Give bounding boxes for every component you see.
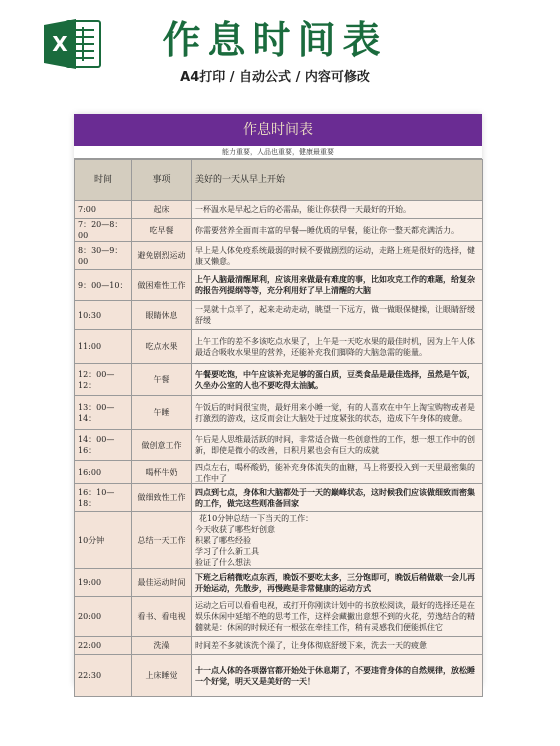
- description-text: 运动之后可以看看电视，或打开你刚读计划中的书放松阅读，最好的选择还是在娱乐休闲中延缩不绝的思考工作，这样会藏撇出意想不到的火花，劳逸结合的精髓就是：休闲的时候还有一根弦在牵挂工作，稍有灵感我们便能抓住它: [195, 601, 475, 632]
- description-text: 时间差不多就该洗个澡了，让身体彻底舒缓下来，洗去一天的疲惫: [195, 641, 427, 650]
- spreadsheet-sheet: [74, 114, 482, 686]
- description-text: 一晃就十点半了，起来走动走动，眺望一下远方，做一做眼保健操，让眼睛舒缓舒缓: [195, 305, 475, 325]
- cell-description[interactable]: [192, 512, 483, 569]
- excel-icon: [42, 17, 102, 71]
- cell-description[interactable]: [192, 597, 483, 637]
- cell-time[interactable]: 13：00—14：: [75, 396, 132, 430]
- cell-activity[interactable]: 起床: [132, 201, 192, 219]
- cell-description[interactable]: [192, 461, 483, 484]
- description-text: 一杯温水是早起之后的必需品，能让你获得一天最好的开始。: [195, 205, 411, 214]
- table-row[interactable]: [75, 396, 483, 430]
- cell-activity[interactable]: 总结一天工作: [132, 512, 192, 569]
- column-header-description: 美好的一天从早上开始: [192, 160, 483, 201]
- cell-description[interactable]: [192, 301, 483, 330]
- cell-description[interactable]: [192, 330, 483, 364]
- page-subtitle: A4打印 / 自动公式 / 内容可修改: [180, 70, 370, 85]
- cell-time[interactable]: 20:00: [75, 597, 132, 637]
- description-text: 四点到七点，身体和大脑都处于一天的巅峰状态，这时候我们应该做细致而密集的工作，做完这些则准备回家: [195, 486, 475, 508]
- cell-time[interactable]: 16:00: [75, 461, 132, 484]
- cell-time[interactable]: 8：30—9：00: [75, 242, 132, 270]
- description-text: 下班之后稍微吃点东西，晚饭不要吃太多，三分饱即可，晚饭后稍做歇一会儿再开始运动，先散步，再慢跑是非常健康的运动方式: [195, 571, 475, 593]
- table-row[interactable]: [75, 301, 483, 330]
- table-row[interactable]: [75, 201, 483, 219]
- schedule-table: [74, 159, 483, 697]
- table-row[interactable]: [75, 512, 483, 569]
- cell-time[interactable]: 7：20—8：00: [75, 219, 132, 242]
- cell-activity[interactable]: 吃早餐: [132, 219, 192, 242]
- description-text: 十一点人体的各项器官都开始处于休息期了，不要违背身体的自然规律，放松睡一个好觉，明天又是美好的一天！: [195, 664, 475, 686]
- cell-activity[interactable]: 吃点水果: [132, 330, 192, 364]
- description-line: 花10分钟总结一下当天的工作：: [199, 514, 314, 523]
- table-row[interactable]: [75, 569, 483, 597]
- sheet-motto: 能力重要，人品也重要，健康最重要: [74, 146, 482, 159]
- cell-activity[interactable]: 做创意工作: [132, 430, 192, 461]
- description-text: 午后是人思维最活跃的时间，非常适合做一些创意性的工作，想一想工作中的创新，即使是微小的改善，日积月累也会有巨大的成就: [195, 435, 475, 455]
- cell-description[interactable]: [192, 484, 483, 512]
- cell-time[interactable]: 22:30: [75, 655, 132, 697]
- table-header-row: [75, 160, 483, 201]
- cell-time[interactable]: 12：00—12：: [75, 364, 132, 396]
- table-row[interactable]: [75, 655, 483, 697]
- table-row[interactable]: [75, 242, 483, 270]
- cell-activity[interactable]: 午餐: [132, 364, 192, 396]
- cell-description[interactable]: [192, 364, 483, 396]
- description-text: 上午工作的差不多该吃点水果了，上午是一天吃水果的最佳时机，因为上午人体最适合吸收水果里的营养，还能补充我们脚降的大脑急需的能量。: [195, 336, 475, 357]
- table-row[interactable]: [75, 484, 483, 512]
- cell-description[interactable]: [192, 242, 483, 270]
- banner: [0, 0, 560, 100]
- cell-time[interactable]: 19:00: [75, 569, 132, 597]
- description-line: 验证了什么想法: [195, 558, 251, 567]
- page-title: 作息时间表: [162, 18, 388, 62]
- cell-time[interactable]: 7:00: [75, 201, 132, 219]
- cell-description[interactable]: [192, 201, 483, 219]
- table-row[interactable]: [75, 461, 483, 484]
- description-text: 四点左右，喝杯酸奶，能补充身体流失的血糖，马上将要投入到一天里最密集的工作中了: [195, 463, 475, 482]
- cell-activity[interactable]: 午睡: [132, 396, 192, 430]
- table-row[interactable]: [75, 637, 483, 655]
- description-line: 学习了什么新工具: [195, 547, 259, 556]
- cell-description[interactable]: [192, 430, 483, 461]
- cell-time[interactable]: 11:00: [75, 330, 132, 364]
- table-row[interactable]: [75, 270, 483, 301]
- cell-description[interactable]: [192, 569, 483, 597]
- description-text: 上午人脑最清醒犀利，应该用来做最有难度的事，比如攻克工作的难题，给复杂的报告列提纲等等，充分利用好了早上清醒的大脑: [195, 274, 475, 295]
- cell-activity[interactable]: 做细致性工作: [132, 484, 192, 512]
- description-text: 午饭后的时间很宝贵，最好用来小睡一觉，有的人喜欢在中午上淘宝购物或者是打激烈的游戏，这反而会让大脑处于过度紧张的状态，造成下午身体的疲惫。: [195, 402, 475, 423]
- cell-description[interactable]: [192, 396, 483, 430]
- description-text: 早上是人体免疫系统最弱的时候不要做剧烈的运动，走路上班是很好的选择，健康又懒意。: [195, 245, 475, 266]
- cell-description[interactable]: [192, 219, 483, 242]
- description-line: 今天收获了哪些好创意: [195, 525, 275, 534]
- cell-activity[interactable]: 看书、看电视: [132, 597, 192, 637]
- cell-activity[interactable]: 上床睡觉: [132, 655, 192, 697]
- column-header-activity: 事项: [132, 160, 192, 201]
- cell-description[interactable]: [192, 270, 483, 301]
- cell-activity[interactable]: 洗澡: [132, 637, 192, 655]
- cell-activity[interactable]: 避免剧烈运动: [132, 242, 192, 270]
- description-text: 午餐要吃饱，中午应该补充足够的蛋白质，豆类食品是最佳选择，虽然是午饭，久坐办公室的人也不要吃得太油腻。: [195, 368, 475, 390]
- cell-description[interactable]: [192, 655, 483, 697]
- description-text: 你需要营养全面而丰富的早餐—睡优质的早餐，能让你一整天都充满活力。: [195, 225, 459, 235]
- table-row[interactable]: [75, 364, 483, 396]
- column-header-time: 时间: [75, 160, 132, 201]
- cell-activity[interactable]: 眼睛休息: [132, 301, 192, 330]
- cell-activity[interactable]: 最佳运动时间: [132, 569, 192, 597]
- description-line: 积累了哪些经验: [195, 536, 251, 545]
- cell-time[interactable]: 10:30: [75, 301, 132, 330]
- table-row[interactable]: [75, 430, 483, 461]
- excel-icon-letter: X: [52, 32, 68, 56]
- cell-time[interactable]: 14：00—16：: [75, 430, 132, 461]
- table-row[interactable]: [75, 219, 483, 242]
- table-row[interactable]: [75, 597, 483, 637]
- cell-time[interactable]: 22:00: [75, 637, 132, 655]
- cell-activity[interactable]: 做困难性工作: [132, 270, 192, 301]
- cell-description[interactable]: [192, 637, 483, 655]
- table-row[interactable]: [75, 330, 483, 364]
- cell-activity[interactable]: 喝杯牛奶: [132, 461, 192, 484]
- cell-time[interactable]: 9：00—10：: [75, 270, 132, 301]
- sheet-header: 作息时间表: [74, 114, 482, 146]
- cell-time[interactable]: 10分钟: [75, 512, 132, 569]
- cell-time[interactable]: 16：10—18：: [75, 484, 132, 512]
